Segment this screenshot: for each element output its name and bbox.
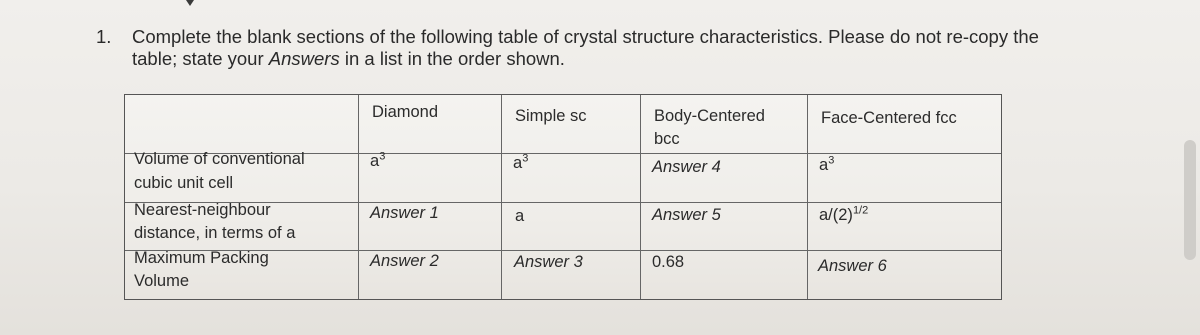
cell-volume-simple-exp: 3 <box>522 152 529 165</box>
scrollbar[interactable] <box>1178 0 1200 335</box>
scrollbar-thumb[interactable] <box>1184 140 1196 260</box>
cell-nearest-fcc-base: a/(2) <box>819 206 853 224</box>
header-fcc: Face-Centered fcc <box>821 109 957 127</box>
column-divider <box>640 95 641 299</box>
question-line-2 <box>132 48 565 70</box>
row-label-nearest-line1: Nearest-neighbour <box>134 201 271 219</box>
header-bcc-line1: Body-Centered <box>654 107 765 125</box>
question-number: 1. <box>96 26 112 47</box>
question-line-2-italic: Answers <box>268 48 340 69</box>
cell-packing-simple: Answer 3 <box>514 253 583 271</box>
cell-volume-diamond-exp: 3 <box>379 150 386 163</box>
header-simple: Simple sc <box>515 107 587 125</box>
row-label-packing-line1: Maximum Packing <box>134 249 269 267</box>
column-divider <box>807 95 808 299</box>
cell-packing-diamond: Answer 2 <box>370 252 439 270</box>
cell-nearest-bcc: Answer 5 <box>652 206 721 224</box>
header-diamond: Diamond <box>372 103 439 121</box>
column-divider <box>501 95 502 299</box>
row-label-nearest-line2: distance, in terms of a <box>134 224 296 242</box>
cell-volume-fcc <box>819 154 834 176</box>
cell-volume-fcc-exp: 3 <box>828 154 835 167</box>
cell-volume-bcc: Answer 4 <box>652 158 721 176</box>
cell-nearest-simple: a <box>515 207 525 225</box>
cell-volume-diamond <box>370 150 385 172</box>
cell-packing-bcc: 0.68 <box>652 253 685 271</box>
cell-volume-simple <box>513 152 528 174</box>
cell-nearest-fcc <box>819 204 868 226</box>
crystal-structure-table <box>124 94 1002 300</box>
cell-nearest-diamond: Answer 1 <box>370 204 439 222</box>
question-line-2-prefix: table; state your <box>132 48 269 69</box>
cursor-marker <box>186 0 194 6</box>
cell-volume-diamond-base: a <box>370 152 380 170</box>
row-label-volume-line2: cubic unit cell <box>134 174 234 192</box>
cell-volume-simple-base: a <box>513 154 523 172</box>
cell-packing-fcc: Answer 6 <box>818 257 887 275</box>
row-label-packing-line2: Volume <box>134 272 190 290</box>
column-divider <box>358 95 359 299</box>
header-bcc-line2: bcc <box>654 130 680 148</box>
question-line-2-suffix: in a list in the order shown. <box>339 48 565 69</box>
row-label-volume-line1: Volume of conventional <box>134 150 305 168</box>
cell-volume-fcc-base: a <box>819 156 829 174</box>
question-line-1: Complete the blank sections of the following table of crystal structure characteristics. Please do not re-copy the <box>132 26 1039 47</box>
cell-nearest-fcc-exp: 1/2 <box>852 204 869 217</box>
